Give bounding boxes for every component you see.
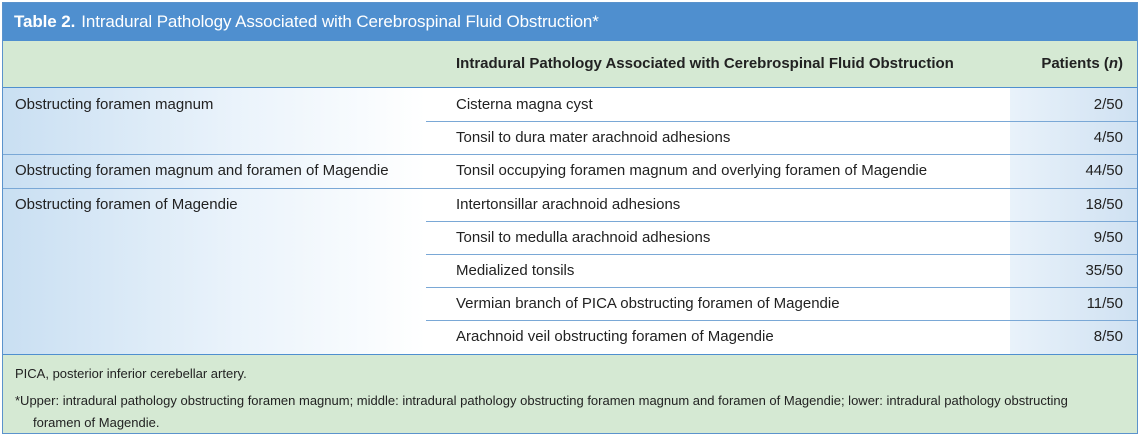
row-pathology: Tonsil occupying foramen magnum and overlying foramen of Magendie bbox=[456, 162, 928, 179]
table-header-row bbox=[3, 41, 1137, 88]
group-label: Obstructing foramen of Magendie bbox=[15, 196, 238, 213]
footnote-asterisk-line1: *Upper: intradural pathology obstructing foramen magnum; middle: intradural pathology obstructing foramen magnum and foramen of Magendie; lower: intradural pathology obstructing bbox=[15, 393, 1068, 408]
row-patients: 9/50 bbox=[1093, 229, 1123, 246]
table-title: Intradural Pathology Associated with Cerebrospinal Fluid Obstruction* bbox=[81, 12, 599, 31]
row-patients: 18/50 bbox=[1085, 196, 1123, 213]
row-patients: 2/50 bbox=[1093, 96, 1123, 113]
table-body bbox=[3, 88, 1137, 354]
table-title-bar bbox=[3, 3, 1137, 41]
table-row bbox=[426, 321, 1137, 353]
table-number: Table 2. bbox=[14, 12, 76, 31]
table-footnotes bbox=[3, 354, 1137, 433]
table-row bbox=[426, 222, 1137, 254]
group-middle bbox=[3, 155, 426, 188]
row-patients: 44/50 bbox=[1085, 162, 1123, 179]
group-upper bbox=[3, 88, 426, 154]
footnote-asterisk bbox=[15, 390, 1125, 434]
table-row bbox=[426, 155, 1137, 187]
row-patients: 8/50 bbox=[1093, 328, 1123, 345]
row-pathology: Vermian branch of PICA obstructing foramen of Magendie bbox=[456, 295, 840, 312]
row-pathology: Tonsil to dura mater arachnoid adhesions bbox=[456, 129, 731, 146]
row-pathology: Tonsil to medulla arachnoid adhesions bbox=[456, 229, 711, 246]
group-lower bbox=[3, 189, 426, 354]
table-frame bbox=[2, 2, 1138, 434]
table-row bbox=[426, 189, 1137, 221]
table-row bbox=[426, 89, 1137, 121]
footnote-abbreviation: PICA, posterior inferior cerebellar artery. bbox=[15, 366, 247, 381]
footnote-asterisk-line2: foramen of Magendie. bbox=[33, 415, 160, 430]
row-patients: 4/50 bbox=[1093, 129, 1123, 146]
row-pathology: Intertonsillar arachnoid adhesions bbox=[456, 196, 681, 213]
row-patients: 35/50 bbox=[1085, 262, 1123, 279]
header-pathology: Intradural Pathology Associated with Cerebrospinal Fluid Obstruction bbox=[456, 55, 954, 72]
table-row bbox=[426, 122, 1137, 154]
row-pathology: Medialized tonsils bbox=[456, 262, 575, 279]
header-patients: Patients (n) bbox=[1041, 55, 1123, 72]
row-pathology: Arachnoid veil obstructing foramen of Magendie bbox=[456, 328, 774, 345]
table-row bbox=[426, 255, 1137, 287]
row-patients: 11/50 bbox=[1086, 295, 1123, 312]
table-row bbox=[426, 288, 1137, 320]
group-label: Obstructing foramen magnum and foramen of Magendie bbox=[15, 162, 389, 179]
group-label: Obstructing foramen magnum bbox=[15, 96, 214, 113]
row-pathology: Cisterna magna cyst bbox=[456, 96, 593, 113]
